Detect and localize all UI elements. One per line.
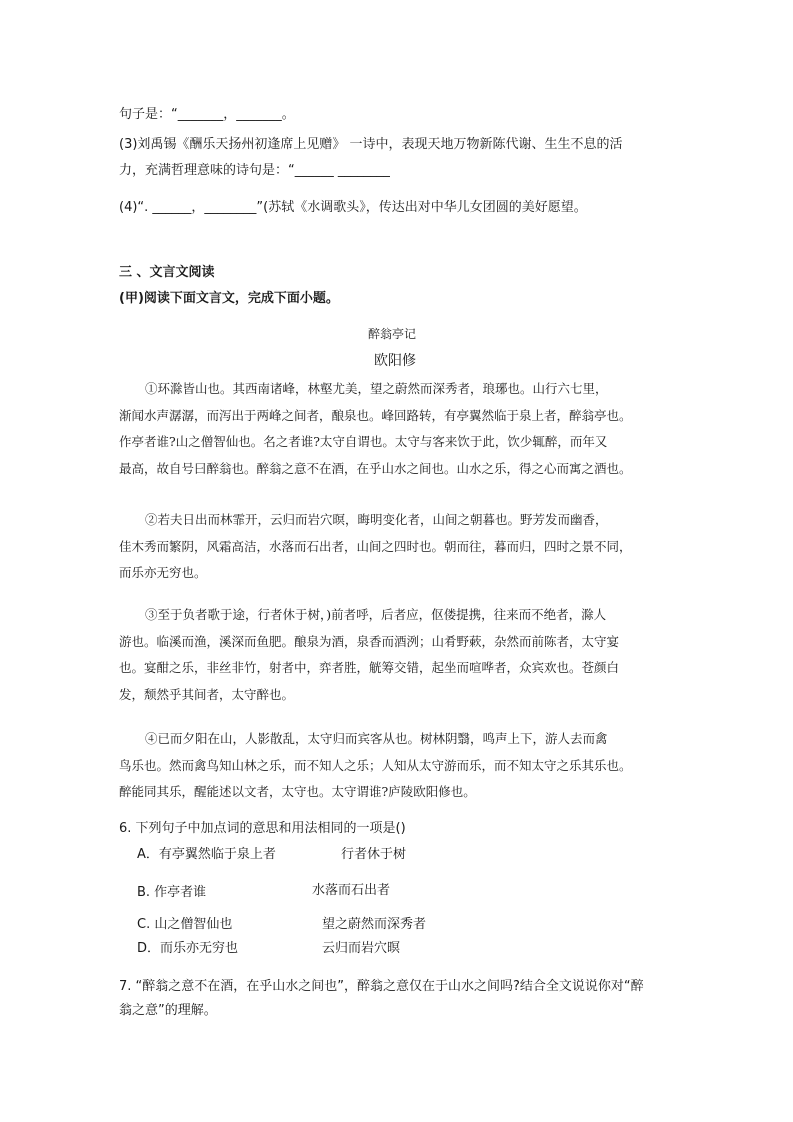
q6-stem: 6. 下列句子中加点词的意思和用法相同的一项是() [119,821,406,836]
paragraph-line: 作亭者谁?山之僧智仙也。名之者谁?太守自谓也。太守与客来饮于此，饮少辄醉，而年又 [119,434,608,449]
text-author: 欧阳修 [374,353,416,369]
q2-tail: 句子是：“_______，_______。 [119,107,295,122]
q3-line2: 力，充满哲理意味的诗句是：“______ ________ [119,163,390,178]
q6-option-c-right: 望之蔚然而深秀者 [322,917,427,932]
q7-line2: 翁之意”的理解。 [119,1003,217,1018]
paragraph-line: 佳木秀而繁阴，风霜高洁，水落而石出者，山间之四时也。朝而往，暮而归，四时之景不同， [119,538,632,554]
paragraph-4 [119,726,679,806]
paragraph-1 [119,376,679,482]
q3-line1: (3)刘禹锡《酬乐天扬州初逢席上见赠》 一诗中，表现天地万物新陈代谢、生生不息的活 [119,137,623,152]
paragraph-line: 也。宴酣之乐，非丝非竹，射者中，弈者胜，觥筹交错，起坐而喧哗者，众宾欢也。苍颜白 [119,660,620,675]
section-instruction: (甲)阅读下面文言文，完成下面小题。 [119,291,339,306]
paragraph-line: 游也。临溪而渔，溪深而鱼肥。酿泉为酒，泉香而酒洌；山肴野蔌，杂然而前陈者，太守宴 [119,633,620,649]
q4: (4)“. ______，________”(苏轼《水调歌头》，传达出对中华儿女团圆的美好愿望。 [119,200,587,215]
paragraph-line: 而乐亦无穷也。 [119,565,207,580]
q6-option-b-left: B. 作亭者谁 [137,885,207,900]
q6-option-c-left: C. 山之僧智仙也 [137,917,233,932]
paragraph-line: 最高，故自号曰醉翁也。醉翁之意不在酒，在乎山水之间也。山水之乐，得之心而寓之酒也。 [119,460,632,476]
paragraph-line: ②若夫日出而林霏开，云归而岩穴暝，晦明变化者，山间之朝暮也。野芳发而幽香， [145,512,608,527]
paragraph-line: ①环滁皆山也。其西南诸峰，林壑尤美，望之蔚然而深秀者，琅琊也。山行六七里， [145,381,608,396]
paragraph-line: 发，颓然乎其间者，太守醉也。 [119,686,295,702]
paragraph-2 [119,507,679,587]
q6-option-d-right: 云归而岩穴暝 [322,941,401,956]
paragraph-line: ④已而夕阳在山，人影散乱，太守归而宾客从也。树林阴翳，鸣声上下，游人去而禽 [145,731,608,746]
q6-option-b-right: 水落而石出者 [312,883,391,898]
q6-option-a-left: A．有亭翼然临于泉上者 [137,847,276,862]
paragraph-line: ③至于负者歌于途，行者休于树，)前者呼，后者应，伛偻提携，往来而不绝者，滁人 [145,607,607,622]
paragraph-line: 醉能同其乐，醒能述以文者，太守也。太守谓谁?庐陵欧阳修也。 [119,784,476,799]
q6-option-a-right: 行者休于树 [341,847,407,862]
paragraph-3 [119,602,679,708]
paragraph-line: 渐闻水声潺潺，而泻出于两峰之间者，酿泉也。峰回路转，有亭翼然临于泉上者，醉翁亭也。 [119,407,632,423]
paragraph-line: 鸟乐也。然而禽鸟知山林之乐，而不知人之乐；人知从太守游而乐，而不知太守之乐其乐也。 [119,757,632,773]
q7-line1: 7. “醉翁之意不在酒，在乎山水之间也”，醉翁之意仅在于山水之间吗?结合全文说说你对“醉 [119,979,644,994]
q6-option-d-left: D．而乐亦无穷也 [137,941,239,956]
text-title: 醉翁亭记 [368,327,417,341]
section-heading: 三 、文言文阅读 [119,265,215,280]
